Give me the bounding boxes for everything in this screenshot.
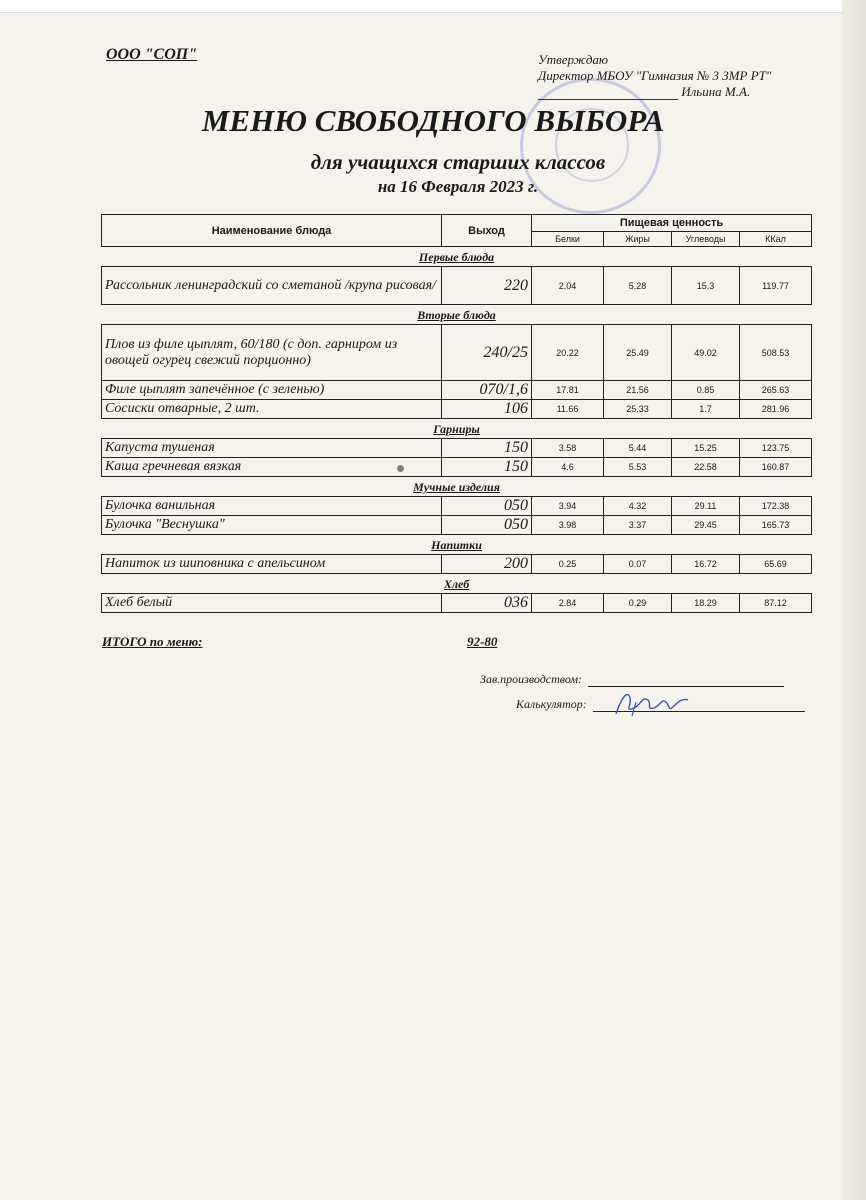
total-label: ИТОГО по меню: [102, 634, 203, 649]
header-dish-name: Наименование блюда [102, 215, 442, 247]
dish-fats: 25.33 [604, 400, 672, 419]
ink-spot [397, 465, 404, 472]
dish-name: Напиток из шиповника с апельсином [102, 555, 442, 574]
dish-name: Сосиски отварные, 2 шт. [102, 400, 442, 419]
dish-name: Плов из филе цыплят, 60/180 (с доп. гарниром из овощей огурец свежий порционно) [102, 325, 442, 381]
dish-kcal: 160.87 [740, 458, 812, 477]
production-manager-row [480, 672, 784, 687]
dish-carbs: 15.25 [672, 439, 740, 458]
header-kcal: ККал [740, 232, 812, 247]
dish-kcal: 172.38 [740, 497, 812, 516]
table-row [102, 439, 812, 458]
table-row [102, 325, 812, 381]
dish-kcal: 281.96 [740, 400, 812, 419]
dish-fats: 0.07 [604, 555, 672, 574]
dish-fats: 21.56 [604, 381, 672, 400]
dish-proteins: 4.6 [532, 458, 604, 477]
dish-output: 220 [442, 267, 532, 305]
dish-kcal: 123.75 [740, 439, 812, 458]
dish-proteins: 11.66 [532, 400, 604, 419]
table-row [102, 400, 812, 419]
dish-proteins: 0.25 [532, 555, 604, 574]
section-title: Напитки [102, 535, 812, 555]
dish-name: Рассольник ленинградский со сметаной /крупа рисовая/ [102, 267, 442, 305]
dish-output: 106 [442, 400, 532, 419]
dish-carbs: 15.3 [672, 267, 740, 305]
dish-fats: 4.32 [604, 497, 672, 516]
dish-name: Булочка "Веснушка" [102, 516, 442, 535]
dish-fats: 3.37 [604, 516, 672, 535]
dish-fats: 0.29 [604, 594, 672, 613]
organization-name: ООО "СОП" [106, 46, 198, 63]
table-row [102, 267, 812, 305]
dish-kcal: 508.53 [740, 325, 812, 381]
section-title: Гарниры [102, 419, 812, 439]
dish-carbs: 0.85 [672, 381, 740, 400]
header-fats: Жиры [604, 232, 672, 247]
dish-kcal: 119.77 [740, 267, 812, 305]
dish-proteins: 20.22 [532, 325, 604, 381]
dish-proteins: 3.94 [532, 497, 604, 516]
dish-output: 200 [442, 555, 532, 574]
dish-name: Булочка ванильная [102, 497, 442, 516]
section-title: Мучные изделия [102, 477, 812, 497]
page-subtitle: для учащихся старших классов [310, 150, 606, 174]
section-title: Первые блюда [102, 247, 812, 267]
table-row [102, 555, 812, 574]
dish-carbs: 29.11 [672, 497, 740, 516]
dish-name: Каша гречневая вязкая [102, 458, 442, 477]
dish-output: 050 [442, 497, 532, 516]
dish-kcal: 65.69 [740, 555, 812, 574]
table-row [102, 381, 812, 400]
dish-fats: 5.53 [604, 458, 672, 477]
approval-label: Утверждаю [538, 52, 609, 67]
dish-proteins: 3.98 [532, 516, 604, 535]
dish-output: 050 [442, 516, 532, 535]
menu-date: на 16 Февраля 2023 г. [377, 177, 539, 196]
header-proteins: Белки [532, 232, 604, 247]
dish-carbs: 16.72 [672, 555, 740, 574]
section-title: Хлеб [102, 574, 812, 594]
dish-kcal: 265.63 [740, 381, 812, 400]
dish-output: 150 [442, 439, 532, 458]
approval-block [538, 52, 771, 100]
dish-output: 240/25 [442, 325, 532, 381]
dish-fats: 25.49 [604, 325, 672, 381]
dish-carbs: 18.29 [672, 594, 740, 613]
dish-proteins: 17.81 [532, 381, 604, 400]
production-label: Зав.производством: [480, 672, 583, 686]
dish-output: 036 [442, 594, 532, 613]
table-row [102, 594, 812, 613]
approval-signature-line [538, 87, 678, 100]
header-nutrition: Пищевая ценность [532, 215, 812, 232]
menu-table [101, 214, 812, 613]
dish-carbs: 1.7 [672, 400, 740, 419]
paper-top-edge [0, 0, 866, 13]
calculator-label: Калькулятор: [516, 697, 587, 711]
dish-proteins: 2.84 [532, 594, 604, 613]
dish-proteins: 2.04 [532, 267, 604, 305]
table-row [102, 516, 812, 535]
table-row [102, 458, 812, 477]
page-title: МЕНЮ СВОБОДНОГО ВЫБОРА [201, 103, 665, 138]
header-carbs: Углеводы [672, 232, 740, 247]
dish-name: Капуста тушеная [102, 439, 442, 458]
dish-carbs: 22.58 [672, 458, 740, 477]
dish-kcal: 165.73 [740, 516, 812, 535]
table-row [102, 497, 812, 516]
approval-position: Директор МБОУ "Гимназия № 3 ЗМР РТ" [538, 68, 772, 83]
handwritten-signature [612, 686, 692, 720]
approval-signature-row [538, 84, 771, 100]
dish-output: 070/1,6 [442, 381, 532, 400]
total-value: 92-80 [467, 634, 498, 649]
dish-proteins: 3.58 [532, 439, 604, 458]
dish-fats: 5.44 [604, 439, 672, 458]
dish-kcal: 87.12 [740, 594, 812, 613]
dish-name: Хлеб белый [102, 594, 442, 613]
approval-name: Ильина М.А. [681, 84, 751, 99]
header-output: Выход [442, 215, 532, 247]
section-title: Вторые блюда [102, 305, 812, 325]
dish-output: 150 [442, 458, 532, 477]
dish-fats: 5.28 [604, 267, 672, 305]
dish-carbs: 49.02 [672, 325, 740, 381]
dish-name: Филе цыплят запечённое (с зеленью) [102, 381, 442, 400]
dish-carbs: 29.45 [672, 516, 740, 535]
